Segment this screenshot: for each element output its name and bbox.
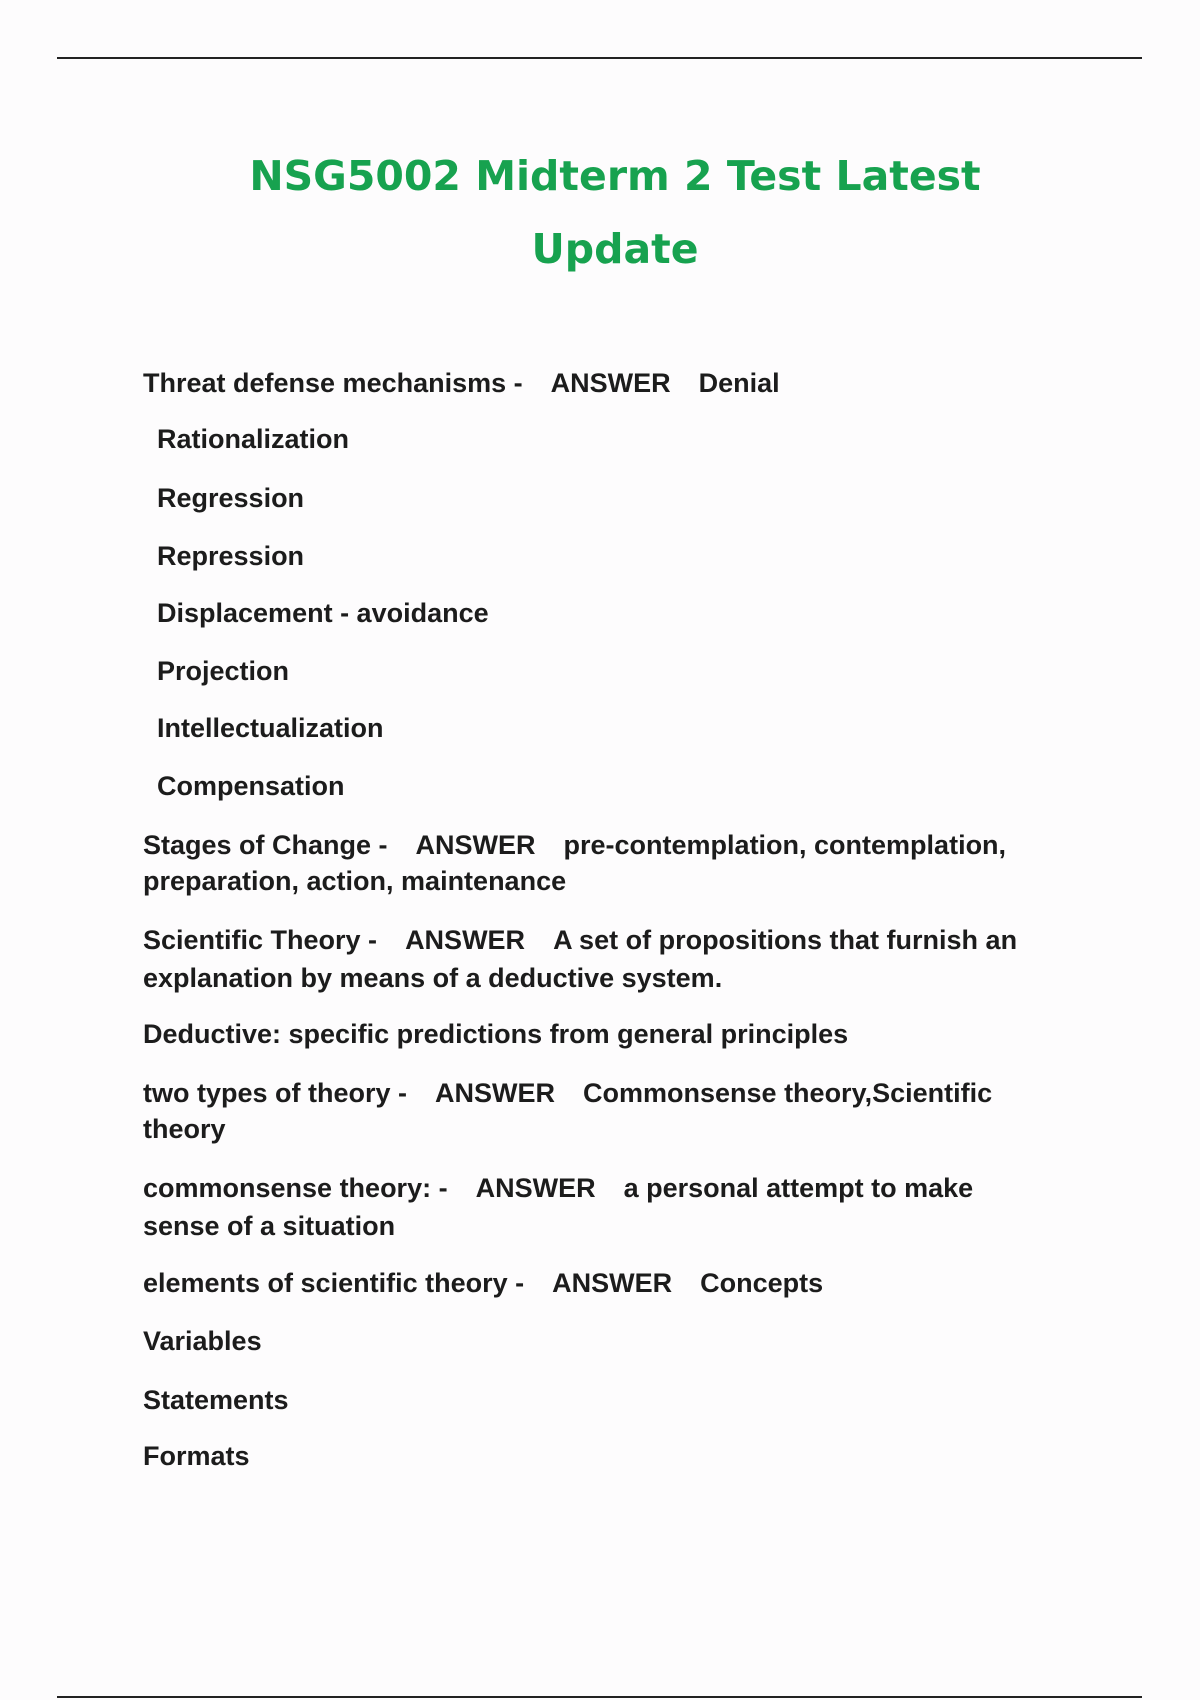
answer-label: ANSWER [405,925,526,955]
list-item: Compensation [157,771,345,801]
answer-continuation: theory [143,1114,226,1144]
list-item: Displacement - avoidance [157,598,489,628]
list-item: Repression [157,541,305,571]
title-line-2: Update [531,225,699,273]
answer-text: A set of propositions that furnish an [553,925,1018,955]
footer-rule [57,1696,1142,1698]
answer-text: Commonsense theory,Scientific [583,1078,993,1108]
answer-continuation: sense of a situation [143,1211,396,1241]
entry-commonsense [143,1170,973,1207]
list-item: Formats [143,1441,250,1471]
term: elements of scientific theory - [143,1268,525,1298]
term: Threat defense mechanisms - [143,368,523,398]
answer-text: a personal attempt to make [623,1173,974,1203]
term: commonsense theory: - [143,1173,448,1203]
list-item: Regression [157,483,305,513]
list-item: Intellectualization [157,713,384,743]
entry-two-types [143,1075,992,1112]
term: Scientific Theory - [143,925,378,955]
answer-label: ANSWER [415,830,536,860]
term: Stages of Change - [143,830,388,860]
title-line-1: NSG5002 Midterm 2 Test Latest [249,152,981,200]
answer-text: Denial [698,368,780,398]
answer-continuation: explanation by means of a deductive system. [143,963,723,993]
answer-label: ANSWER [550,368,671,398]
answer-text: pre-contemplation, contemplation, [563,830,1007,860]
answer-label: ANSWER [475,1173,596,1203]
entry-deductive: Deductive: specific predictions from general principles [143,1019,849,1049]
entry-threat [143,365,780,402]
list-item: Variables [143,1326,262,1356]
answer-label: ANSWER [552,1268,673,1298]
list-item: Rationalization [157,424,350,454]
document-title [120,140,1110,286]
answer-continuation: preparation, action, maintenance [143,866,567,896]
header-rule [57,57,1142,59]
entry-stages [143,827,1006,864]
entry-scientific-theory [143,922,1017,959]
list-item: Statements [143,1385,289,1415]
answer-label: ANSWER [435,1078,556,1108]
list-item: Projection [157,656,290,686]
term: two types of theory - [143,1078,408,1108]
entry-elements [143,1265,823,1302]
answer-text: Concepts [700,1268,824,1298]
